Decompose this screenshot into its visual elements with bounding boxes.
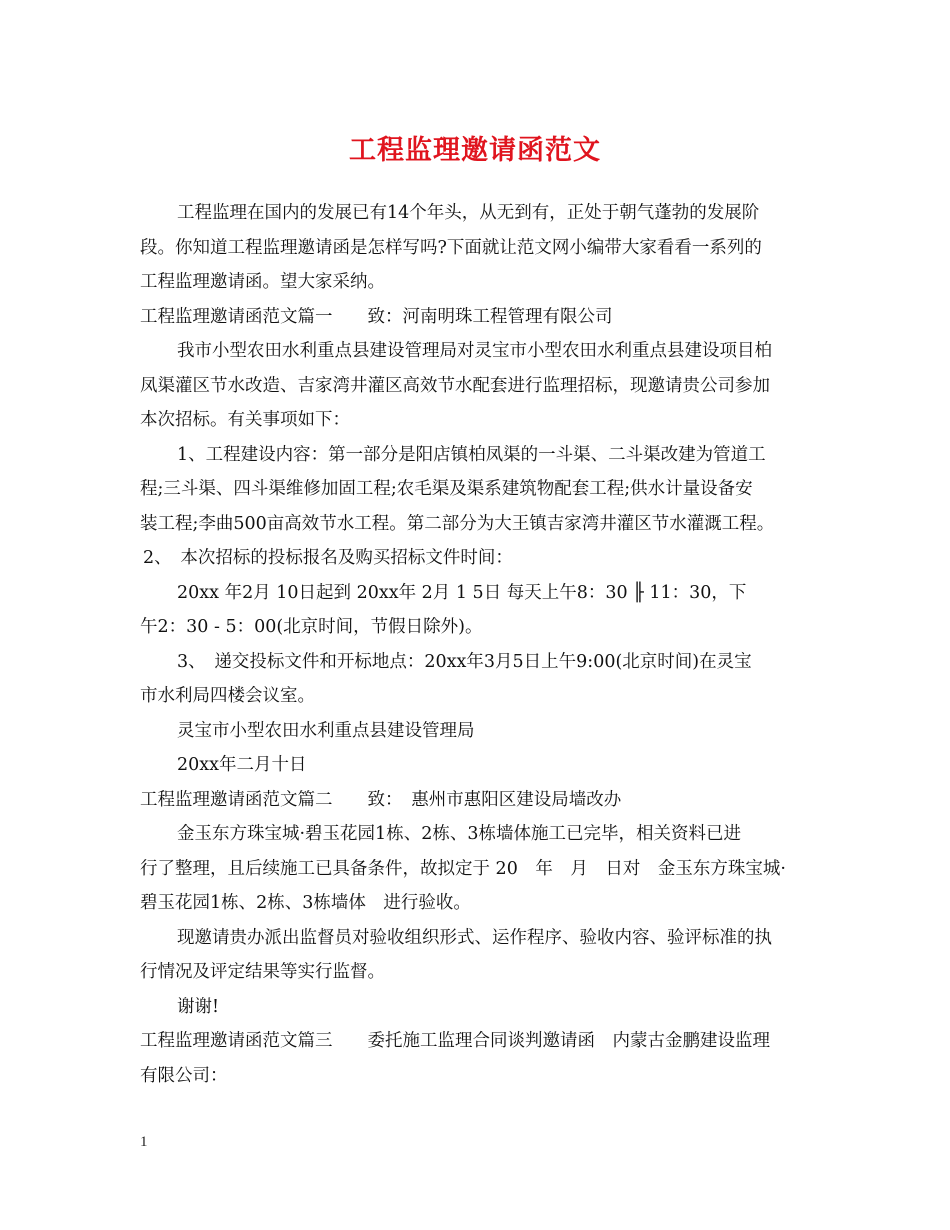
paragraph-line: 金玉东方珠宝城·碧玉花园1栋、2栋、3栋墙体施工已完毕，相关资料已进 (177, 824, 741, 844)
paragraph-line: 本次招标。有关事项如下： (140, 410, 350, 430)
paragraph-line: 段。你知道工程监理邀请函是怎样写吗?下面就让范文网小编带大家看看一系列的 (140, 237, 762, 258)
paragraph-line: 午2：30 - 5：00(北京时间，节假日除外)。 (140, 617, 483, 637)
paragraph-line: 有限公司： (140, 1065, 228, 1086)
paragraph-line: 工程监理邀请函。望大家采纳。 (140, 272, 385, 292)
paragraph-line: 20xx 年2月 10日起到 20xx年 2月 1 5日 每天上午8：30 ╟ 11：30，下 (177, 582, 747, 603)
paragraph-line: 谢谢! (177, 996, 220, 1017)
paragraph-line: 程;三斗渠、四斗渠维修加固工程;农毛渠及渠系建筑物配套工程;供水计量设备安 (140, 479, 753, 499)
paragraph-line: 行了整理，且后续施工已具备条件，故拟定于 20 年 月 日对 金玉东方珠宝城· (140, 858, 786, 879)
section-heading-line: 工程监理邀请函范文篇三 委托施工监理合同谈判邀请函 内蒙古金鹏建设监理 (140, 1031, 770, 1051)
section-heading-line: 工程监理邀请函范文篇二 致： 惠州市惠阳区建设局墙改办 (140, 789, 622, 810)
paragraph-line: 凤渠灌区节水改造、吉家湾井灌区高效节水配套进行监理招标，现邀请贵公司参加 (140, 375, 770, 396)
paragraph-line: 工程监理在国内的发展已有14个年头，从无到有，正处于朝气蓬勃的发展阶 (177, 203, 760, 223)
document-title: 工程监理邀请函范文 (349, 135, 601, 166)
paragraph-line: 3、 递交投标文件和开标地点：20xx年3月5日上午9:00(北京时间)在灵宝 (177, 651, 752, 672)
paragraph-line: 市水利局四楼会议室。 (140, 686, 315, 706)
signature-line: 灵宝市小型农田水利重点县建设管理局 (177, 720, 475, 741)
section-heading-line: 工程监理邀请函范文篇一 致：河南明珠工程管理有限公司 (140, 306, 613, 327)
paragraph-line: 碧玉花园1栋、2栋、3栋墙体 进行验收。 (140, 893, 471, 913)
paragraph-line: 1、工程建设内容：第一部分是阳店镇柏凤渠的一斗渠、二斗渠改建为管道工 (177, 444, 766, 465)
paragraph-line: 我市小型农田水利重点县建设管理局对灵宝市小型农田水利重点县建设项目柏 (177, 341, 772, 361)
paragraph-line: 现邀请贵办派出监督员对验收组织形式、运作程序、验收内容、验评标准的执 (177, 927, 772, 948)
date-line: 20xx年二月十日 (177, 755, 307, 775)
document-body (140, 196, 816, 1093)
paragraph-line: 装工程;李曲500亩高效节水工程。第二部分为大王镇吉家湾井灌区节水灌溉工程。 (140, 513, 775, 534)
paragraph-line: 2、 本次招标的投标报名及购买招标文件时间： (143, 548, 513, 568)
paragraph-line: 行情况及评定结果等实行监督。 (140, 962, 385, 982)
page-number: 1 (140, 1134, 148, 1150)
